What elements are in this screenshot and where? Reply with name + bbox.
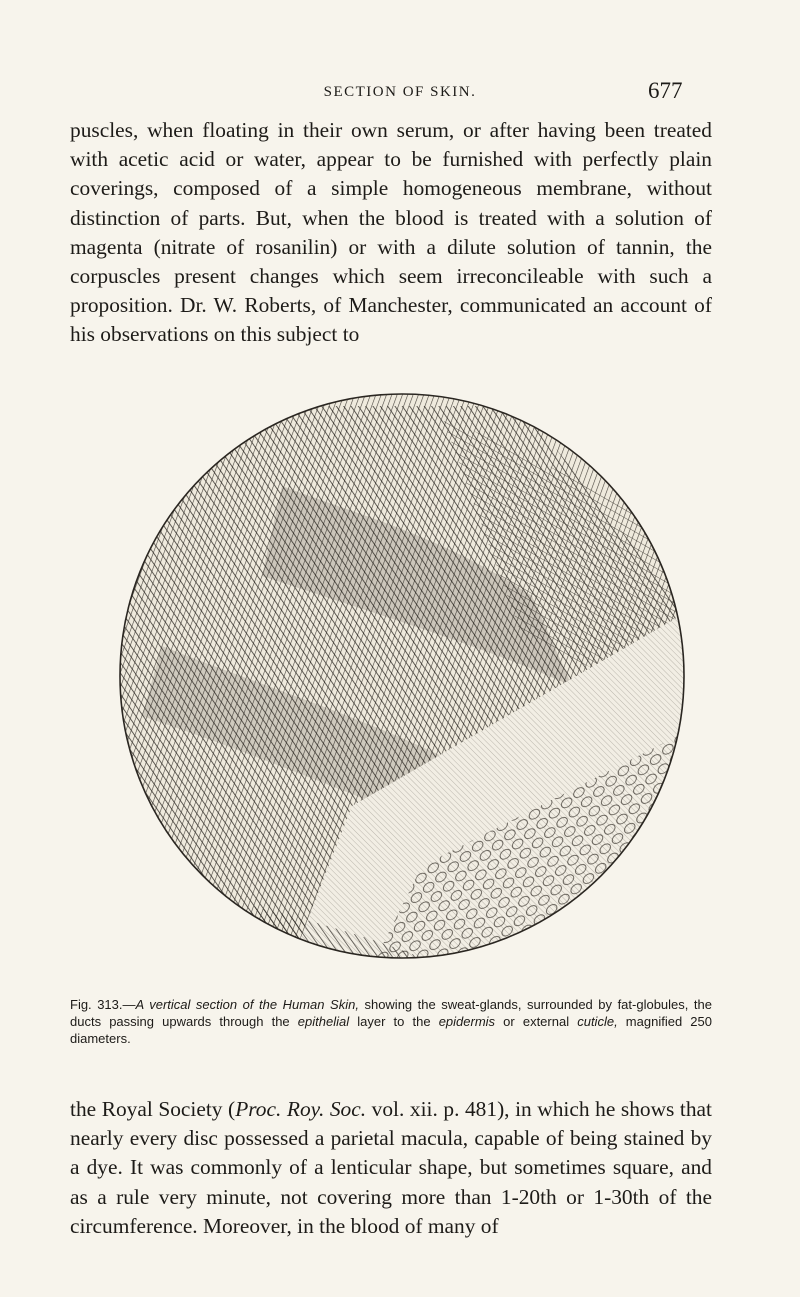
- caption-text-3: or external: [495, 1014, 578, 1029]
- skin-section-illustration: [102, 386, 697, 976]
- body-paragraph-2: [70, 1095, 712, 1241]
- caption-term-cuticle: cuticle,: [577, 1014, 618, 1029]
- paragraph2-text-a: the Royal Society (: [70, 1097, 236, 1121]
- caption-term-epithelial: epithelial: [297, 1014, 350, 1029]
- caption-term-epidermis: epidermis: [438, 1014, 496, 1029]
- running-head: SECTION OF SKIN.: [323, 84, 477, 100]
- caption-text-1: showing the sweat-glands, surrounded by fat-globules, the ducts passing upwards through the: [70, 997, 712, 1029]
- caption-title: A vertical section of the Human Skin,: [135, 997, 359, 1012]
- citation: Proc. Roy. Soc.: [235, 1097, 367, 1121]
- figure-caption: [70, 996, 712, 1047]
- caption-text-4: magnified 250 diameters.: [70, 1014, 712, 1046]
- body-paragraph-1: puscles, when floating in their own serum, or after having been treated with acetic acid or water, appear to be furnished with perfectly plain coverings, composed of a simple homogeneous membrane, without distinction of parts. But, when the blood is treated with a solution of magenta (nitrate of rosanilin) or with a dilute solution of tannin, the corpuscles present changes which seem irreconcileable with such a proposition. Dr. W. Roberts, of Manchester, communicated an account of his observations on this subject to: [70, 118, 712, 347]
- paragraph2-text-b: vol. xii. p. 481), in which he shows that nearly every disc possessed a parietal macula, capable of being stained by a dye. It was commonly of a lenticular shape, but sometimes square, and as a rule very minute, not covering more than 1-20th or 1-30th of the circumference. Moreover, in the blood of many of: [70, 1097, 712, 1238]
- page-number: 677: [648, 78, 683, 103]
- caption-text-2: layer to the: [349, 1014, 439, 1029]
- caption-prefix: Fig. 313.—: [70, 997, 136, 1012]
